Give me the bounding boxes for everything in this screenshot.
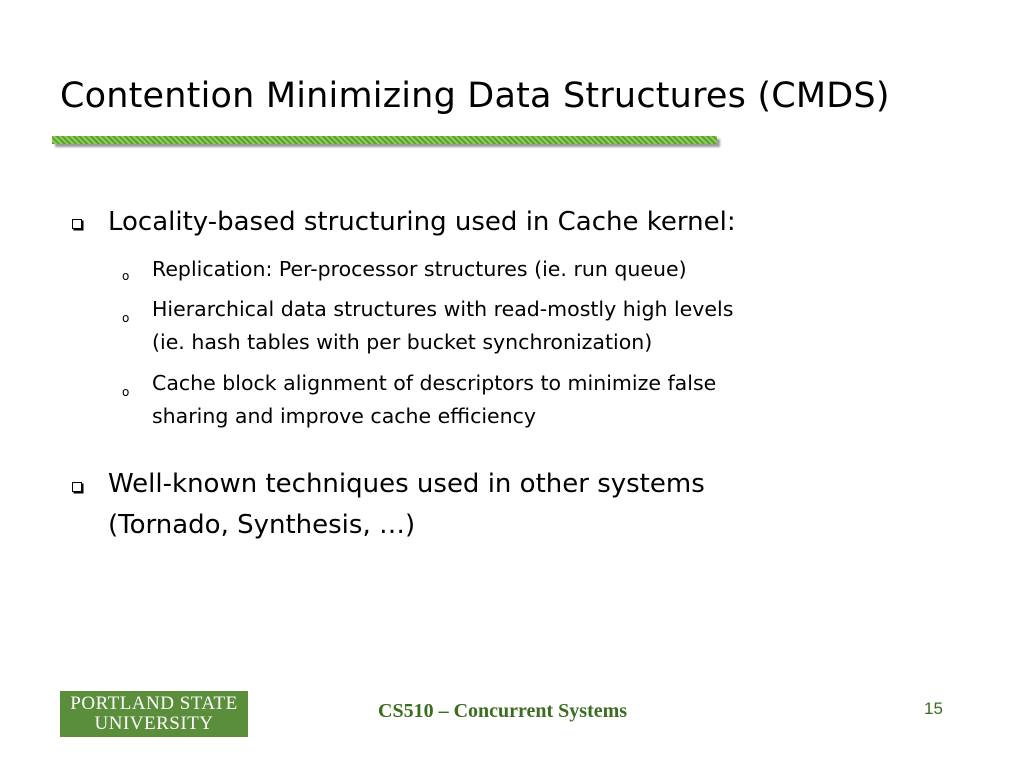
sub-bullet-3-line-1: Cache block alignment of descriptors to minimize false: [152, 371, 717, 395]
bullet-2-line-2: (Tornado, Synthesis, …): [108, 510, 416, 540]
bullet-marker-1: [72, 219, 82, 229]
footer-course-title: CS510 – Concurrent Systems: [378, 700, 628, 722]
sub-bullet-2-line-1: Hierarchical data structures with read-mostly high levels: [152, 297, 734, 321]
sub-bullet-3-line-2: sharing and improve cache efficiency: [152, 404, 537, 428]
page-number: 15: [924, 699, 943, 718]
bullet-1-text: Locality-based structuring used in Cache kernel:: [108, 207, 736, 237]
bullet-marker-2: [72, 482, 82, 492]
slide-title: Contention Minimizing Data Structures (CMDS): [60, 76, 890, 116]
logo-line-2: UNIVERSITY: [94, 713, 214, 734]
sub-bullet-2-line-2: (ie. hash tables with per bucket synchronization): [152, 330, 653, 354]
sub-bullet-1-text: Replication: Per-processor structures (ie. run queue): [152, 257, 687, 281]
sub-bullet-marker-1: o: [122, 269, 130, 283]
title-underline: [52, 136, 717, 144]
bullet-2-line-1: Well-known techniques used in other systems: [108, 469, 705, 499]
logo-line-1: PORTLAND STATE: [70, 693, 238, 714]
university-logo: [60, 691, 248, 737]
sub-bullet-marker-3: o: [122, 385, 130, 399]
sub-bullet-marker-2: o: [122, 311, 130, 325]
